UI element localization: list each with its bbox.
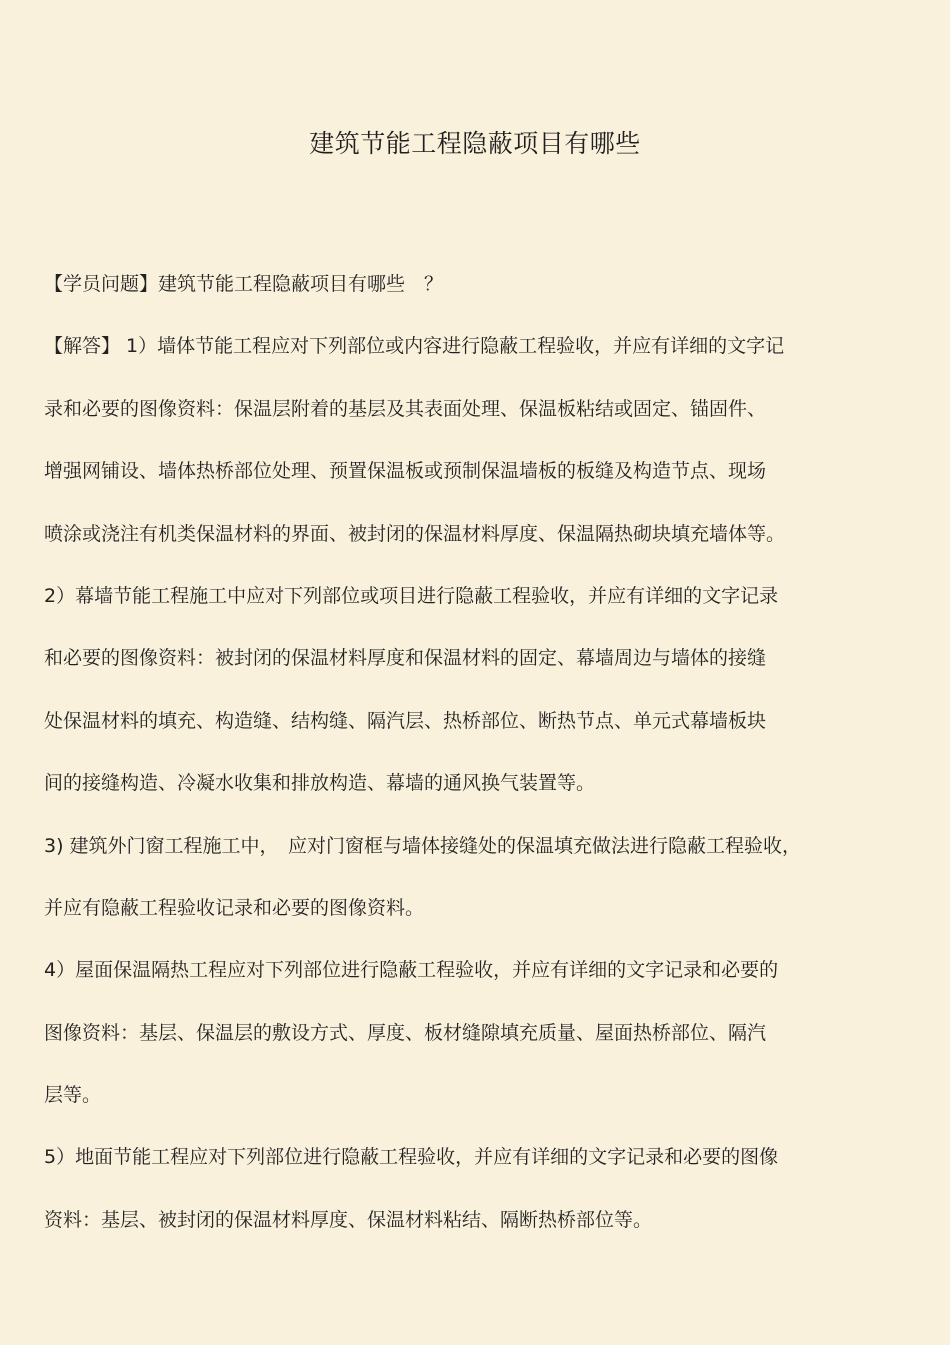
text-line: 4）屋面保温隔热工程应对下列部位进行隐蔽工程验收，并应有详细的文字记录和必要的 [44,959,779,982]
text-line: 处保温材料的填充、构造缝、结构缝、隔汽层、热桥部位、断热节点、单元式幕墙板块 [44,709,767,732]
document-title: 建筑节能工程隐蔽项目有哪些 [309,129,641,158]
text-line: 增强网铺设、墙体热桥部位处理、预置保温板或预制保温墙板的板缝及构造节点、现场 [44,460,767,483]
text-line: 图像资料：基层、保温层的敷设方式、厚度、板材缝隙填充质量、屋面热桥部位、隔汽 [44,1021,767,1044]
text-line: 资料：基层、被封闭的保温材料厚度、保温材料粘结、隔断热桥部位等。 [44,1208,653,1231]
text-line: 层等。 [44,1084,102,1107]
text-line: 喷涂或浇注有机类保温材料的界面、被封闭的保温材料厚度、保温隔热砌块填充墙体等。 [44,522,786,545]
text-line: 【解答】 1）墙体节能工程应对下列部位或内容进行隐蔽工程验收，并应有详细的文字记 [44,335,785,358]
text-line: 2）幕墙节能工程施工中应对下列部位或项目进行隐蔽工程验收，并应有详细的文字记录 [44,584,779,607]
text-line: 【学员问题】建筑节能工程隐蔽项目有哪些 ？ [44,273,444,295]
text-line: 5）地面节能工程应对下列部位进行隐蔽工程验收，并应有详细的文字记录和必要的图像 [44,1146,779,1169]
document-body [44,266,874,1264]
text-line: 和必要的图像资料：被封闭的保温材料厚度和保温材料的固定、幕墙周边与墙体的接缝 [44,647,767,670]
text-line: 间的接缝构造、冷凝水收集和排放构造、幕墙的通风换气装置等。 [44,772,596,795]
text-line: 录和必要的图像资料：保温层附着的基层及其表面处理、保温板粘结或固定、锚固件、 [44,397,767,420]
text-line: 3) 建筑外门窗工程施工中， 应对门窗框与墙体接缝处的保温填充做法进行隐蔽工程验收， [44,834,802,857]
text-line: 并应有隐蔽工程验收记录和必要的图像资料。 [44,896,425,919]
